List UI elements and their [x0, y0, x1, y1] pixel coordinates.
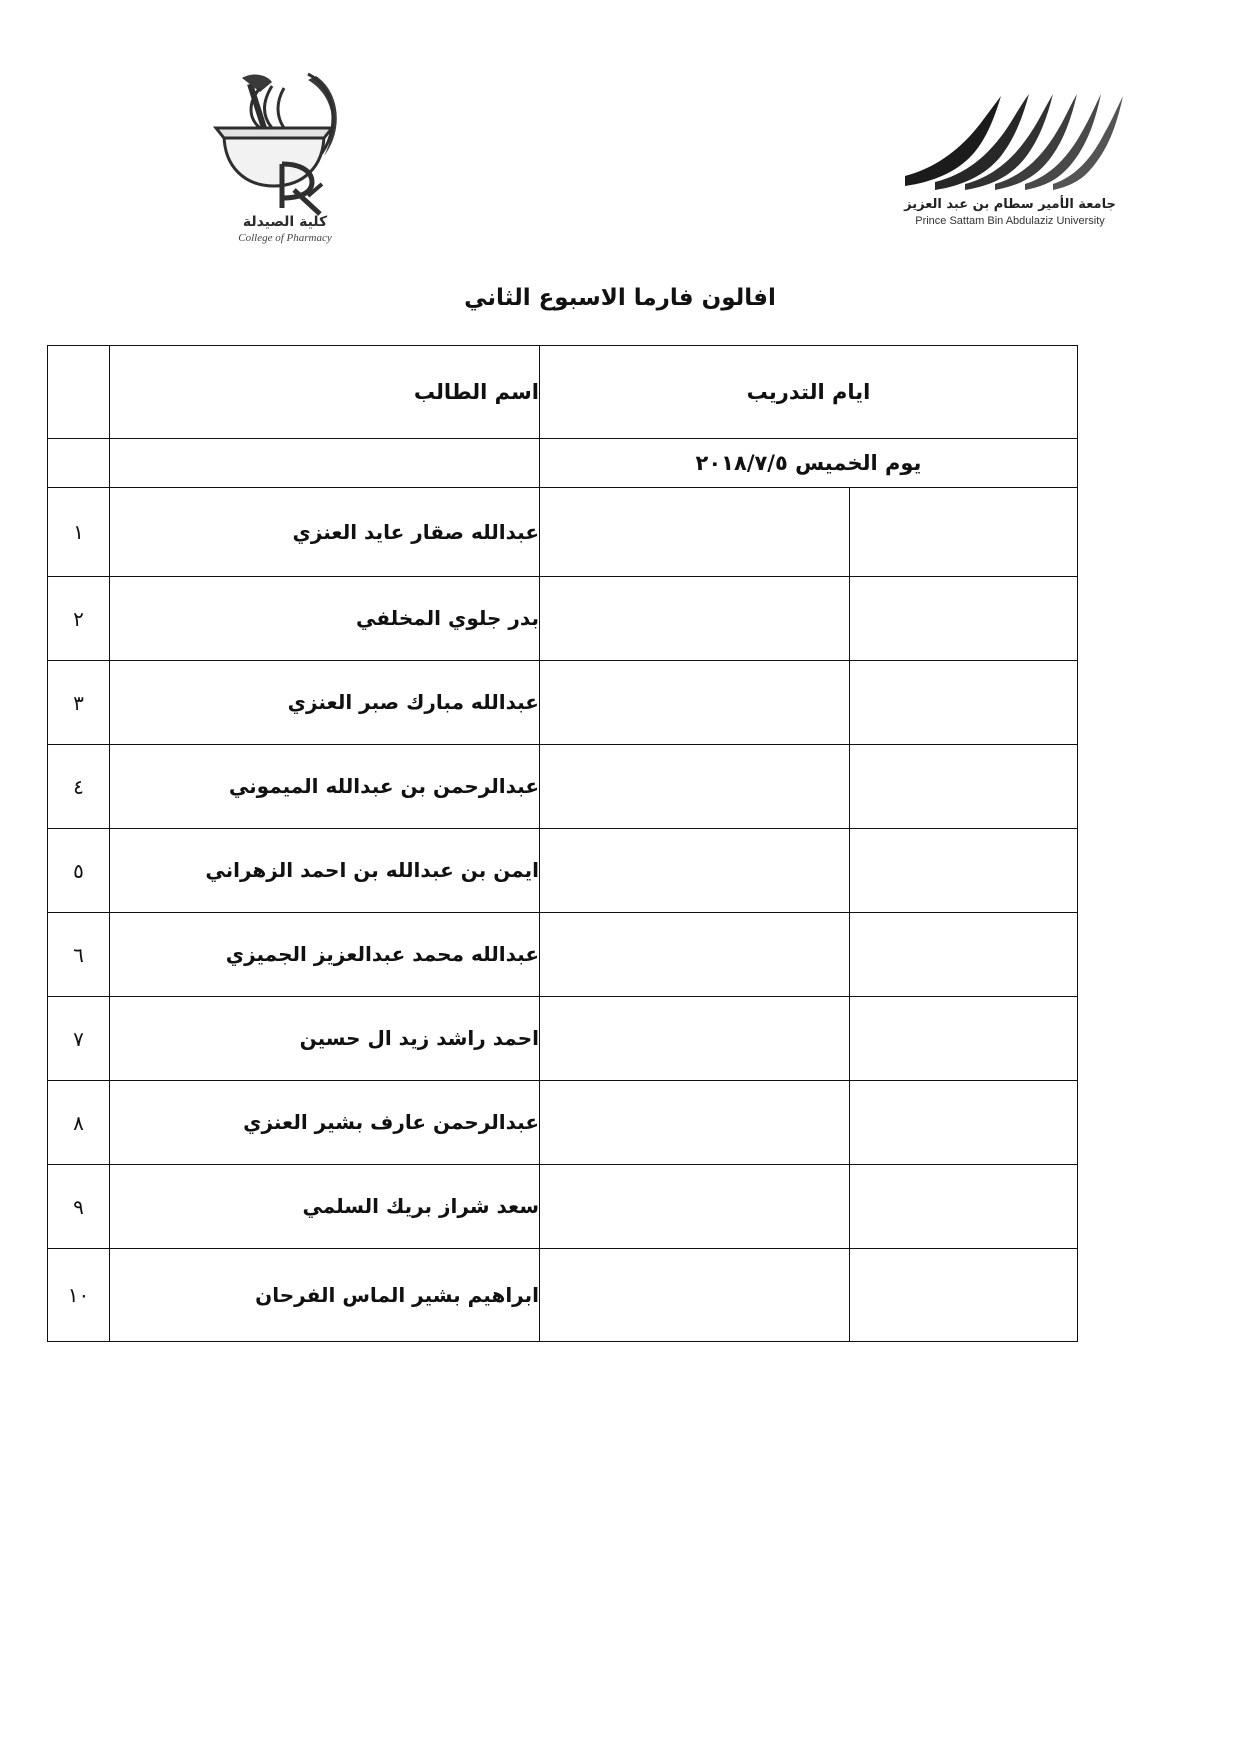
- cell-student-name: عبدالرحمن عارف بشير العنزي: [109, 1081, 539, 1165]
- table-row: [47, 1081, 1077, 1165]
- cell-training-day-2[interactable]: [850, 1165, 1078, 1249]
- college-name-ar: كلية الصيدلة: [242, 214, 328, 230]
- cell-student-name: ابراهيم بشير الماس الفرحان: [109, 1249, 539, 1342]
- cell-row-index: ٧: [47, 997, 109, 1081]
- cell-student-name: عبدالله محمد عبدالعزيز الجميزي: [109, 913, 539, 997]
- page-title: افالون فارما الاسبوع الثاني: [464, 285, 776, 311]
- column-header-index: [47, 346, 109, 439]
- table-header-row: [47, 346, 1077, 439]
- table-row: [47, 829, 1077, 913]
- cell-training-day-1[interactable]: [539, 577, 849, 661]
- cell-row-index: ٩: [47, 1165, 109, 1249]
- cell-training-day-2[interactable]: [850, 577, 1078, 661]
- cell-row-index: ٢: [47, 577, 109, 661]
- table-date-row: [47, 439, 1077, 488]
- table-row: [47, 577, 1077, 661]
- cell-student-name: احمد راشد زيد ال حسين: [109, 997, 539, 1081]
- cell-row-index: ١٠: [47, 1249, 109, 1342]
- cell-training-day-2[interactable]: [850, 1249, 1078, 1342]
- cell-row-index: ٤: [47, 745, 109, 829]
- cell-row-index: ٥: [47, 829, 109, 913]
- university-name-en: Prince Sattam Bin Abdulaziz University: [915, 215, 1105, 227]
- mortar-and-pestle-rx-icon: [210, 68, 360, 218]
- roster-table-wrapper: [48, 345, 1078, 1342]
- cell-student-name: سعد شراز بريك السلمي: [109, 1165, 539, 1249]
- table-row: [47, 997, 1077, 1081]
- cell-training-day-2[interactable]: [850, 745, 1078, 829]
- open-book-icon: [895, 90, 1125, 195]
- table-row: [47, 661, 1077, 745]
- table-row: [47, 1249, 1077, 1342]
- cell-training-day-1[interactable]: [539, 829, 849, 913]
- college-name-en: College of Pharmacy: [238, 232, 332, 244]
- date-row-name-spacer: [109, 439, 539, 488]
- cell-student-name: بدر جلوي المخلفي: [109, 577, 539, 661]
- cell-training-day-2[interactable]: [850, 488, 1078, 577]
- cell-training-day-2[interactable]: [850, 661, 1078, 745]
- cell-training-day-1[interactable]: [539, 745, 849, 829]
- cell-row-index: ٨: [47, 1081, 109, 1165]
- cell-training-day-1[interactable]: [539, 661, 849, 745]
- cell-training-day-1[interactable]: [539, 997, 849, 1081]
- training-date-label: يوم الخميس ٢٠١٨/٧/٥: [539, 439, 1077, 488]
- cell-row-index: ٦: [47, 913, 109, 997]
- university-logo-block: [880, 90, 1140, 227]
- university-name-ar: جامعة الأمير سطام بن عبد العزيز: [904, 197, 1116, 212]
- table-row: [47, 488, 1077, 577]
- college-logo-block: [175, 68, 395, 244]
- column-header-training-days: ايام التدريب: [539, 346, 1077, 439]
- table-row: [47, 913, 1077, 997]
- cell-training-day-1[interactable]: [539, 1081, 849, 1165]
- cell-training-day-2[interactable]: [850, 913, 1078, 997]
- roster-table: [47, 345, 1078, 1342]
- table-row: [47, 1165, 1077, 1249]
- cell-student-name: عبدالرحمن بن عبدالله الميموني: [109, 745, 539, 829]
- cell-row-index: ٣: [47, 661, 109, 745]
- cell-training-day-1[interactable]: [539, 1165, 849, 1249]
- cell-row-index: ١: [47, 488, 109, 577]
- cell-training-day-2[interactable]: [850, 1081, 1078, 1165]
- cell-training-day-1[interactable]: [539, 1249, 849, 1342]
- cell-student-name: عبدالله صقار عايد العنزي: [109, 488, 539, 577]
- cell-student-name: ايمن بن عبدالله بن احمد الزهراني: [109, 829, 539, 913]
- cell-student-name: عبدالله مبارك صبر العنزي: [109, 661, 539, 745]
- cell-training-day-2[interactable]: [850, 997, 1078, 1081]
- cell-training-day-1[interactable]: [539, 913, 849, 997]
- cell-training-day-2[interactable]: [850, 829, 1078, 913]
- date-row-index-spacer: [47, 439, 109, 488]
- column-header-student-name: اسم الطالب: [109, 346, 539, 439]
- table-row: [47, 745, 1077, 829]
- document-header: [0, 60, 1240, 270]
- cell-training-day-1[interactable]: [539, 488, 849, 577]
